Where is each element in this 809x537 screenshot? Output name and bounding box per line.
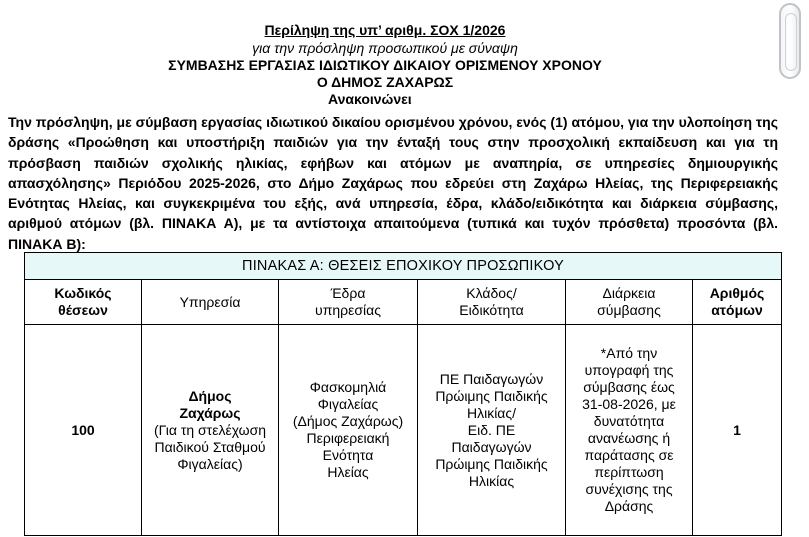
cell-service: Δήμος Ζαχάρως (Για τη στελέχωση Παιδικού Σταθμού Φιγαλείας) — [142, 325, 279, 536]
cell-count: 1 — [693, 325, 782, 536]
positions-table — [24, 252, 782, 536]
intro-paragraph: Την πρόσληψη, με σύμβαση εργασίας ιδιωτικού δικαίου ορισμένου χρόνου, ενός (1) ατόμου, για την υλοποίηση της δράσης «Προώθηση και υποστήριξη παιδιών για την ένταξή τους στην προσχολική εκπαίδευση και για τη πρόσβαση παιδιών σχολικής ηλικίας, εφήβων και ατόμων με αναπηρία, σε υπηρεσίες δημιουργικής απασχόλησης» Περιόδου 2025-2026, στο Δήμο Ζαχάρως που εδρεύει στη Ζαχάρω Ηλείας, της Περιφερειακής Ενότητας Ηλείας, και συγκεκριμένα του εξής, ανά υπηρεσία, έδρα, κλάδο/ειδικότητα και διάρκεια σύμβασης, αριθμού ατόμων (βλ. ΠΙΝΑΚΑ Α), με τα αντίστοιχα απαιτούμενα (τυπικά και τυχόν πρόσθετα) προσόντα (βλ. ΠΙΝΑΚΑ Β): — [8, 114, 778, 252]
table-title: ΠΙΝΑΚΑΣ Α: ΘΕΣΕΙΣ ΕΠΟΧΙΚΟΥ ΠΡΟΣΩΠΙΚΟΥ — [25, 253, 782, 280]
summary-subtitle: για την πρόσληψη προσωπικού με σύναψη — [252, 40, 518, 56]
header-service: Υπηρεσία — [142, 280, 279, 325]
municipality-heading: Ο ΔΗΜΟΣ ΖΑΧΑΡΩΣ — [316, 74, 454, 90]
summary-title: Περίληψη της υπ’ αριθμ. ΣΟΧ 1/2026 — [264, 22, 506, 38]
cell-duration: *Από την υπογραφή της σύμβασης έως 31-08-2026, με δυνατότητα ανανέωσης ή παράτασης σε περίπτωση συνέχισης της Δράσης — [566, 325, 693, 536]
header-seat: Έδρα υπηρεσίας — [279, 280, 418, 325]
header-count: Αριθμός ατόμων — [693, 280, 782, 325]
table-row — [25, 325, 782, 536]
cell-code: 100 — [25, 325, 142, 536]
header-branch: Κλάδος/ Ειδικότητα — [418, 280, 566, 325]
header-duration: Διάρκεια σύμβασης — [566, 280, 693, 325]
announces-label: Ανακοινώνει — [328, 91, 412, 107]
cell-seat: Φασκομηλιά Φιγαλείας (Δήμος Ζαχάρως) Περιφερειακή Ενότητα Ηλείας — [279, 325, 418, 536]
paperclip-icon — [779, 3, 801, 79]
contract-type-heading: ΣΥΜΒΑΣΗΣ ΕΡΓΑΣΙΑΣ ΙΔΙΩΤΙΚΟΥ ΔΙΚΑΙΟΥ ΟΡΙΣΜΕΝΟΥ ΧΡΟΝΟΥ — [168, 57, 602, 73]
cell-branch: ΠΕ Παιδαγωγών Πρώιμης Παιδικής Ηλικίας/ Ειδ. ΠΕ Παιδαγωγών Πρώιμης Παιδικής Ηλικίας — [418, 325, 566, 536]
header-code: Κωδικός θέσεων — [25, 280, 142, 325]
positions-table-container — [24, 252, 781, 536]
table-header-row — [25, 280, 782, 325]
